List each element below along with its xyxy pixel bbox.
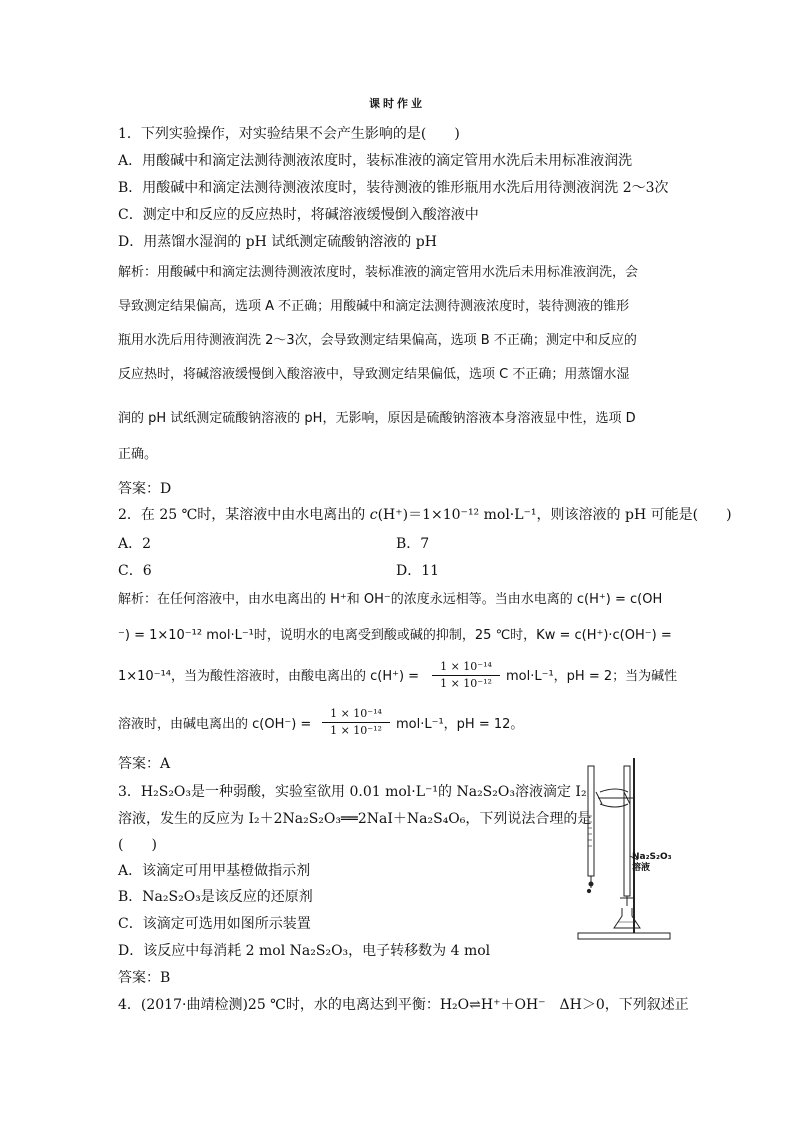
conical-flask <box>614 908 640 928</box>
stand-base <box>578 933 670 939</box>
q1-analysis-line: 润的 pH 试纸测定硫酸钠溶液的 pH，无影响，原因是硫酸钠溶液本身溶液显中性，选项 D <box>118 411 636 426</box>
figure-label-reagent: Na₂S₂O₃ <box>632 852 672 862</box>
q2-analysis-line: 解析：在任何溶液中，由水电离出的 H⁺和 OH⁻的浓度永远相等。当由水电离的 c(H⁺) = c(OH <box>118 592 663 607</box>
q1-option-b: B．用酸碱中和滴定法测待测液浓度时，装待测液的锥形瓶用水洗后用待测液润洗 2～3次 <box>118 180 669 196</box>
q2-fraction-1 <box>432 660 500 691</box>
q2-analysis-line: mol·L⁻¹，pH = 12。 <box>396 717 524 732</box>
q1-option-a: A．用酸碱中和滴定法测待测液浓度时，装标准液的滴定管用水洗后未用标准液润洗 <box>118 153 633 169</box>
q2-stem-part: (H⁺)＝1×10⁻¹² mol·L⁻¹，则该溶液的 pH 可能是( ) <box>377 507 732 523</box>
fraction-bar <box>322 722 390 723</box>
fraction-bar <box>432 675 500 676</box>
page-title: 课时作业 <box>369 97 425 110</box>
fraction-numerator: 1 × 10⁻¹⁴ <box>330 707 382 720</box>
q3-option-c: C．该滴定可选用如图所示装置 <box>118 916 311 932</box>
figure-label <box>632 852 672 874</box>
q1-analysis-line: 导致测定结果偏高，选项 A 不正确；用酸碱中和滴定法测待测液浓度时，装待测液的锥形 <box>118 299 630 314</box>
q3-option-a: A．该滴定可用甲基橙做指示剂 <box>118 863 311 879</box>
fraction-denominator: 1 × 10⁻¹² <box>440 677 492 690</box>
q2-option-d: D．11 <box>396 563 440 579</box>
q2-stem <box>118 506 732 524</box>
q2-option-a: A．2 <box>118 536 152 552</box>
q2-analysis-line: 1×10⁻¹⁴，当为酸性溶液时，由酸电离出的 c(H⁺) = <box>118 669 420 684</box>
q1-analysis-line: 反应热时，将碱溶液缓慢倒入酸溶液中，导致测定结果偏低，选项 C 不正确；用蒸馏水湿 <box>118 367 630 382</box>
q2-stem-c: c <box>369 507 378 523</box>
q2-analysis-line: mol·L⁻¹，pH = 2；当为碱性 <box>506 669 678 684</box>
q2-answer: 答案：A <box>118 756 171 772</box>
q3-stem-line: 溶液，发生的反应为 I₂＋2Na₂S₂O₃══2NaI＋Na₂S₄O₆，下列说法合理的是 <box>118 811 592 827</box>
q2-option-b: B．7 <box>396 536 430 552</box>
q1-option-d: D．用蒸馏水湿润的 pH 试纸测定硫酸钠溶液的 pH <box>118 234 437 250</box>
q3-option-b: B．Na₂S₂O₃是该反应的还原剂 <box>118 889 313 905</box>
figure-label-solution: 溶液 <box>632 863 651 873</box>
q2-analysis-line: ⁻) = 1×10⁻¹² mol·L⁻¹时，说明水的电离受到酸或碱的抑制，25 ℃时，Kw = c(H⁺)·c(OH⁻) = <box>118 628 672 643</box>
fraction-numerator: 1 × 10⁻¹⁴ <box>440 660 492 673</box>
q1-answer: 答案：D <box>118 481 172 497</box>
q1-analysis-line: 瓶用水洗后用待测液润洗 2～3次，会导致测定结果偏高，选项 B 不正确；测定中和反应的 <box>118 333 637 348</box>
q2-option-c: C．6 <box>118 563 152 579</box>
burette-clamp <box>598 789 634 807</box>
q1-analysis-line: 正确。 <box>118 447 158 462</box>
q2-stem-part: 2．在 25 ℃时，某溶液中由水电离出的 <box>118 507 370 523</box>
burette-left <box>588 766 594 876</box>
q3-stem-line: ( ) <box>118 837 157 853</box>
q1-option-c: C．测定中和反应的反应热时，将碱溶液缓慢倒入酸溶液中 <box>118 207 479 223</box>
fraction-denominator: 1 × 10⁻¹² <box>330 724 382 737</box>
q3-answer: 答案：B <box>118 970 171 986</box>
titration-apparatus-figure <box>568 756 678 946</box>
q4-stem: 4．(2017·曲靖检测)25 ℃时，水的电离达到平衡：H₂O⇌H⁺＋OH⁻ ΔH＞0，下列叙述正 <box>118 997 689 1013</box>
q2-fraction-2 <box>322 707 390 738</box>
burette-right <box>624 766 630 896</box>
q1-stem: 1．下列实验操作，对实验结果不会产生影响的是( ) <box>118 126 460 142</box>
q2-analysis-line: 溶液时，由碱电离出的 c(OH⁻) = <box>118 717 312 732</box>
q1-analysis-line: 解析：用酸碱中和滴定法测待测液浓度时，装标准液的滴定管用水洗后未用标准液润洗，会 <box>118 265 639 280</box>
q3-option-d: D．该反应中每消耗 2 mol Na₂S₂O₃，电子转移数为 4 mol <box>118 943 491 959</box>
q3-stem-line: 3．H₂S₂O₃是一种弱酸，实验室欲用 0.01 mol·L⁻¹的 Na₂S₂O₃溶液滴定 I₂ <box>118 784 587 800</box>
titration-apparatus-drawing <box>568 756 678 946</box>
